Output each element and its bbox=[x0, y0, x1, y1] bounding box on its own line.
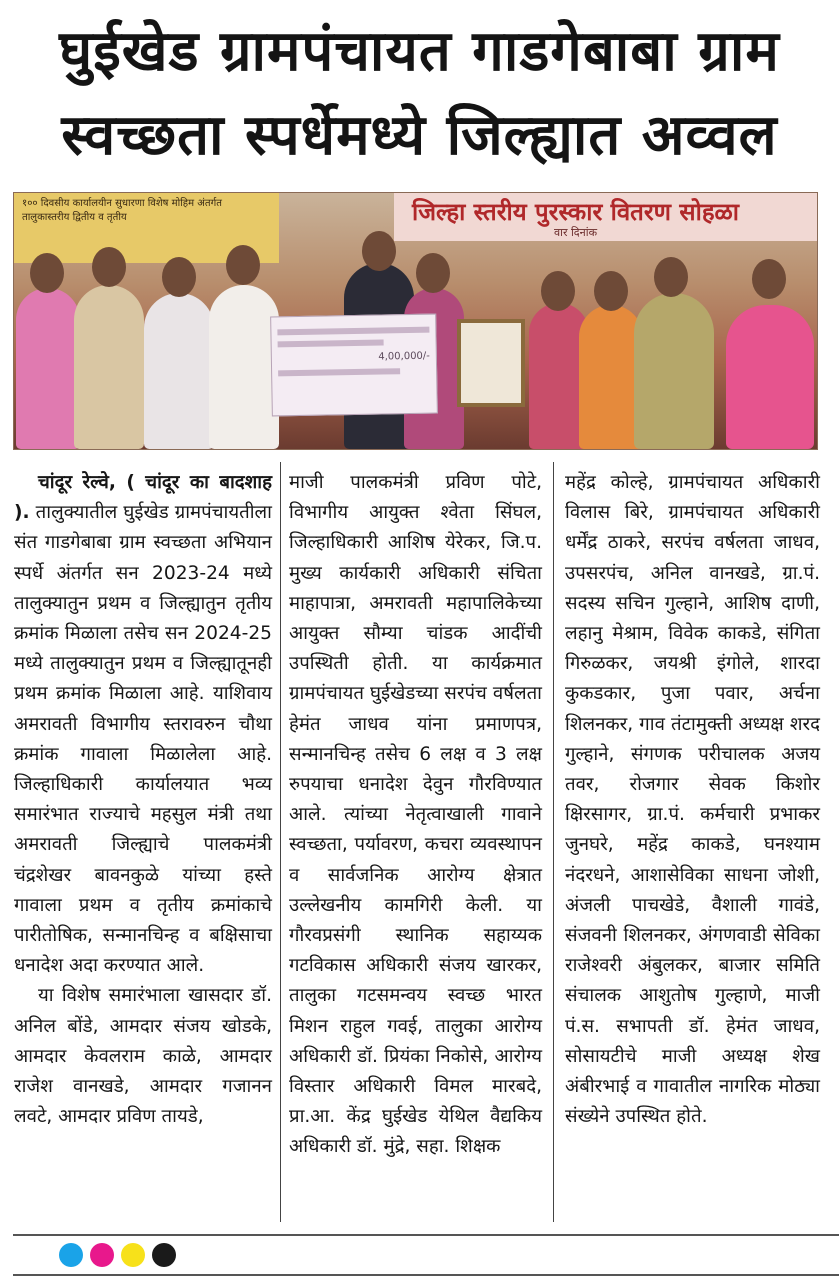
article-column-3 bbox=[565, 468, 820, 1132]
cheque-line bbox=[277, 327, 429, 336]
article-paragraph: महेंद्र कोल्हे, ग्रामपंचायत अधिकारी विलास बिरे, ग्रामपंचायत अधिकारी धर्मेंद्र ठाकरे, सरपंच वर्षलता जाधव, उपसरपंच, अनिल वानखडे, ग्रा.पं. सदस्य सचिन गुल्हाने, आशिष दाणी, लहानु मेश्राम, विवेक काकडे, संगिता गिरुळकर, जयश्री इंगोले, शारदा कुकडकार, पुजा पवार, अर्चना शिलनकर, गाव तंटामुक्ती अध्यक्ष शरद गुल्हाने, संगणक परीचालक अजय तवर, रोजगार सेवक किशोर क्षिरसागर, ग्रा.पं. कर्मचारी प्रभाकर जुनघरे, महेंद्र काकडे, घनश्याम नंदरधने, आशासेविका साधना जोशी, अंजली पाचखेडे, वैशाली गावंडे, संजवनी शिलनकर, अंगणवाडी सेविका राजेश्वरी अंबुलकर, बाजार समिति संचालक आशुतोष गुल्हाणे, माजी पं.स. सभापती डॉ. हेमंत जाधव, सोसायटीचे माजी अध्यक्ष शेख अंबीरभाई व गावातील नागरिक मोठ्या संख्येने उपस्थित होते. bbox=[565, 472, 820, 1128]
person-figure bbox=[634, 293, 714, 449]
person-figure bbox=[144, 293, 214, 449]
person-head bbox=[541, 271, 575, 311]
person-figure bbox=[16, 288, 80, 449]
article-paragraph: माजी पालकमंत्री प्रविण पोटे, विभागीय आयुक्त श्वेता सिंघल, जिल्हाधिकारी आशिष येरेकर, जि.प. मुख्य कार्यकारी अधिकारी संचिता माहापात्रा, अमरावती महापालिकेच्या आयुक्त सौम्या चांडक आदींची उपस्थिती होती. या कार्यक्रमात ग्रामपंचायत घुईखेडच्या सरपंच वर्षलता हेमंत जाधव यांना प्रमाणपत्र, सन्मानचिन्ह तसेच 6 लक्ष व 3 लक्ष रुपयाचा धनादेश देवुन गौरविण्यात आले. त्यांच्या नेतृत्वाखाली गावाने स्वच्छता, पर्यावरण, कचरा व्यवस्थापन व सार्वजनिक आरोग्य क्षेत्रात उल्लेखनीय कामगिरी केली. या गौरवप्रसंगी स्थानिक सहाय्यक गटविकास अधिकारी संजय खारकर, तालुका गटसमन्वय स्वच्छ भारत मिशन राहुल गवई, तालुका आरोग्य अधिकारी डॉ. प्रियंका निकोसे, आरोग्य विस्तार अधिकारी विमल मारबदे, प्रा.आ. केंद्र घुईखेड येथिल वैद्यकिय अधिकारी डॉ. मुंद्रे, सहा. शिक्षक bbox=[289, 472, 542, 1158]
headline-line-1: घुईखेड ग्रामपंचायत गाडगेबाबा ग्राम bbox=[59, 19, 780, 84]
dateline: चांदूर रेल्वे, ( चांदूर का बादशाह ). bbox=[14, 472, 272, 524]
person-figure bbox=[726, 305, 814, 449]
footer-rule-bottom bbox=[13, 1274, 839, 1276]
registration-dot-magenta bbox=[90, 1243, 114, 1267]
registration-dot-yellow bbox=[121, 1243, 145, 1267]
person-head bbox=[654, 257, 688, 297]
person-head bbox=[162, 257, 196, 297]
banner-left-line-1: १०० दिवसीय कार्यालयीन सुधारणा विशेष मोहिम अंतर्गत bbox=[22, 198, 222, 209]
registration-dot-black bbox=[152, 1243, 176, 1267]
person-figure bbox=[209, 285, 279, 449]
cheque-line bbox=[278, 368, 400, 376]
column-divider bbox=[553, 462, 554, 1222]
prize-cheque bbox=[270, 314, 438, 417]
banner-left-line-2: तालुकास्तरीय द्वितीय व तृतीय bbox=[22, 212, 127, 223]
person-head bbox=[92, 247, 126, 287]
footer-rule-top bbox=[13, 1234, 839, 1236]
paragraph-text: तालुक्यातील घुईखेड ग्रामपंचायतीला संत गाडगेबाबा ग्राम स्वच्छता अभियान स्पर्धे अंतर्गत सन 2023-24 मध्ये तालुक्यातुन प्रथम व जिल्ह्यातुन तृतीय क्रमांक मिळाला तसेच सन 2024-25 मध्ये तालुक्यातुन प्रथम व जिल्ह्यातूनही प्रथम क्रमांक मिळाला आहे. याशिवाय अमरावती विभागीय स्तरावरुन चौथा क्रमांक गावाला मिळालेला आहे. जिल्हाधिकारी कार्यालयात भव्य समारंभात राज्याचे महसुल मंत्री तथा अमरावती जिल्ह्याचे पालकमंत्री चंद्रशेखर बावनकुळे यांच्या हस्ते गावाला प्रथम व तृतीय क्रमांकाचे पारीतोषिक, सन्मानचिन्ह व बक्षिसाचा धनादेश अदा करण्यात आले. bbox=[14, 502, 272, 977]
cheque-line bbox=[278, 339, 384, 347]
person-head bbox=[594, 271, 628, 311]
person-head bbox=[416, 253, 450, 293]
person-head bbox=[362, 231, 396, 271]
photo-banner-date: वार दिनांक bbox=[554, 226, 598, 239]
framed-certificate bbox=[457, 319, 525, 407]
headline bbox=[0, 10, 839, 178]
registration-dot-cyan bbox=[59, 1243, 83, 1267]
cheque-amount: 4,00,000/- bbox=[378, 350, 430, 363]
article-paragraph: या विशेष समारंभाला खासदार डॉ. अनिल बोंडे, आमदार संजय खोडके, आमदार केवलराम काळे, आमदार राजेश वानखडे, आमदार गजानन लवटे, आमदार प्रविण तायडे, bbox=[14, 985, 272, 1128]
news-photo bbox=[13, 192, 818, 450]
photo-banner-right: जिल्हा स्तरीय पुरस्कार वितरण सोहळा bbox=[394, 193, 817, 241]
article-paragraph bbox=[14, 468, 272, 981]
article-column-2 bbox=[289, 468, 542, 1163]
person-head bbox=[30, 253, 64, 293]
column-divider bbox=[280, 462, 281, 1222]
article-column-1 bbox=[14, 468, 272, 1132]
person-head bbox=[752, 259, 786, 299]
headline-line-2: स्वच्छता स्पर्धेमध्ये जिल्ह्यात अव्वल bbox=[61, 103, 778, 168]
person-figure bbox=[74, 285, 144, 449]
person-head bbox=[226, 245, 260, 285]
